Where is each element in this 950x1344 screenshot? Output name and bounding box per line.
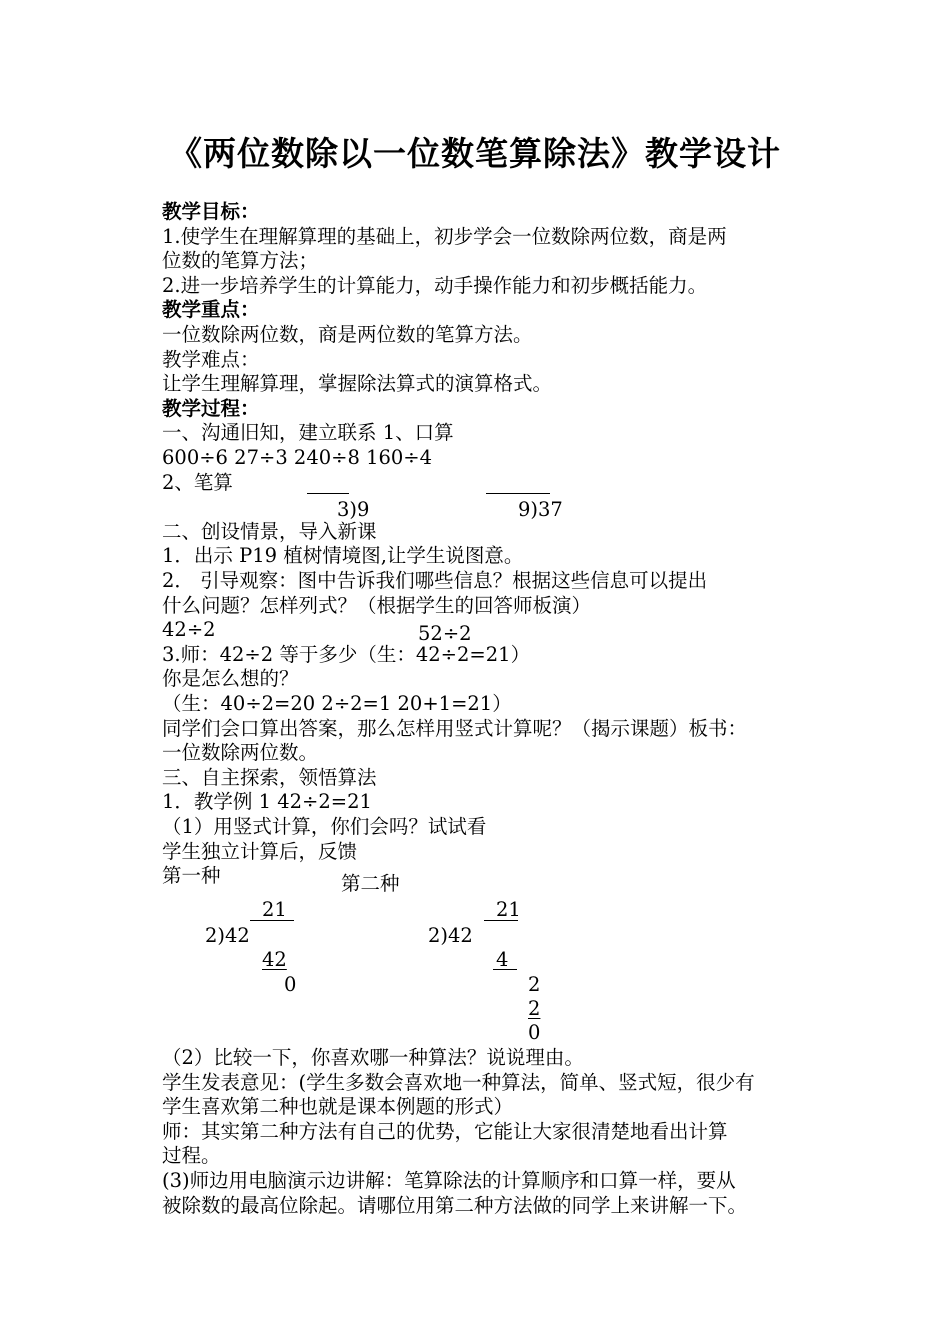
method2-quotient: 21 bbox=[496, 898, 521, 921]
method1-product: 42 bbox=[262, 948, 287, 971]
text-line: (3)师边用电脑演示边讲解：笔算除法的计算顺序和口算一样，要从 bbox=[162, 1169, 736, 1192]
text-line: 二、创设情景，导入新课 bbox=[162, 519, 377, 543]
text-line: 一、沟通旧知，建立联系 1、口算 bbox=[162, 421, 454, 445]
long-division-b: 9)37 bbox=[518, 498, 563, 521]
text-line: 过程。 bbox=[162, 1144, 221, 1168]
text-line: 你是怎么想的？ bbox=[162, 667, 299, 691]
text-line: 1.使学生在理解算理的基础上，初步学会一位数除两位数，商是两 bbox=[162, 224, 727, 248]
text-line: 学生喜欢第二种也就是课本例题的形式） bbox=[162, 1095, 514, 1119]
text-line: 同学们会口算出答案，那么怎样用竖式计算呢？（揭示课题）板书： bbox=[162, 716, 748, 740]
text-line: 3.师：42÷2 等于多少（生：42÷2=21） bbox=[162, 642, 531, 666]
method2-divisor-dividend: 2)42 bbox=[428, 924, 473, 947]
text-line: 让学生理解算理，掌握除法算式的演算格式。 bbox=[162, 372, 553, 396]
document-title: 《两位数除以一位数笔算除法》教学设计 bbox=[169, 134, 781, 173]
text-line: 1．出示 P19 植树情境图,让学生说图意。 bbox=[162, 544, 524, 568]
text-line: 师：其实第二种方法有自己的优势，它能让大家很清楚地看出计算 bbox=[162, 1119, 728, 1143]
text-line: 教学过程： bbox=[162, 396, 260, 420]
method2-product1-underline bbox=[493, 969, 517, 970]
text-line: 2、笔算 bbox=[162, 470, 233, 494]
text-line: 学生发表意见：(学生多数会喜欢地一种算法，简单、竖式短，很少有 bbox=[162, 1070, 755, 1094]
text-line: （2）比较一下，你喜欢哪一种算法？说说理由。 bbox=[162, 1046, 584, 1069]
method2-product2: 2 bbox=[528, 997, 541, 1020]
method2-bring-down: 2 bbox=[528, 973, 541, 996]
division-bracket-bar bbox=[307, 493, 349, 494]
expression-52-div-2: 52÷2 bbox=[418, 622, 472, 645]
text-line: 被除数的最高位除起。请哪位用第二种方法做的同学上来讲解一下。 bbox=[162, 1193, 748, 1217]
method2-bracket-bar bbox=[484, 920, 518, 921]
text-line: （1）用竖式计算，你们会吗？试试看 bbox=[162, 815, 487, 838]
text-line: 教学难点： bbox=[162, 347, 260, 371]
text-line: 位数的笔算方法； bbox=[162, 249, 319, 273]
text-line: 42÷2 bbox=[162, 618, 216, 642]
method1-remainder: 0 bbox=[284, 973, 297, 996]
division-bracket-bar bbox=[486, 493, 550, 494]
method1-quotient: 21 bbox=[262, 898, 287, 921]
text-line: 教学目标： bbox=[162, 200, 260, 223]
text-line: 什么问题？怎样列式？（根据学生的回答师板演） bbox=[162, 593, 592, 617]
method2-product1: 4 bbox=[496, 948, 509, 971]
long-division-a: 3)9 bbox=[337, 498, 370, 521]
method2-remainder: 0 bbox=[528, 1021, 541, 1044]
text-line: 1．教学例 1 42÷2=21 bbox=[162, 790, 372, 814]
text-line: 2.进一步培养学生的计算能力，动手操作能力和初步概括能力。 bbox=[162, 273, 708, 297]
text-line: 一位数除两位数。 bbox=[162, 741, 319, 765]
text-line: 三、自主探索，领悟算法 bbox=[162, 765, 377, 789]
text-line: 一位数除两位数，商是两位数的笔算方法。 bbox=[162, 323, 533, 346]
method-two-label: 第二种 bbox=[341, 872, 400, 895]
method1-bracket-bar bbox=[250, 920, 294, 921]
text-line: （生：40÷2=20 2÷2=1 20+1=21） bbox=[162, 692, 512, 715]
text-line: 600÷6 27÷3 240÷8 160÷4 bbox=[162, 446, 433, 469]
text-line: 教学重点： bbox=[162, 298, 260, 322]
method1-divisor-dividend: 2)42 bbox=[205, 924, 250, 947]
text-line: 学生独立计算后，反馈 bbox=[162, 839, 358, 863]
text-line: 2． 引导观察：图中告诉我们哪些信息？根据这些信息可以提出 bbox=[162, 569, 708, 592]
text-line: 第一种 bbox=[162, 864, 221, 888]
